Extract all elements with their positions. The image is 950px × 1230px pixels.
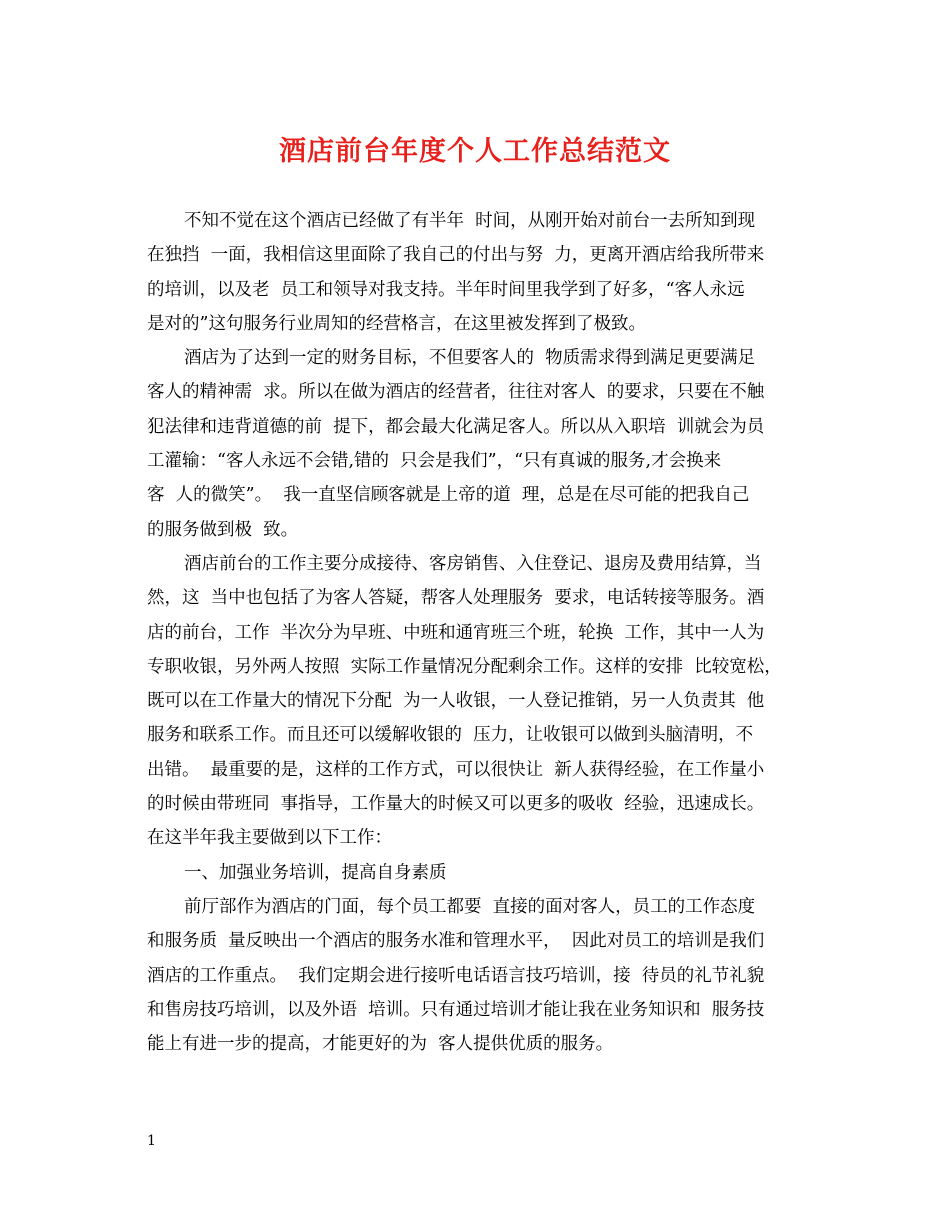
text-line: 犯法律和违背道德的前 提下，都会最大化满足客人。所以从入职培 训就会为员 xyxy=(147,416,765,437)
text-line: 酒店的工作重点。 我们定期会进行接听电话语言技巧培训，接 待员的礼节礼貌 xyxy=(147,965,765,986)
text-line: 能上有进一步的提高，才能更好的为 客人提供优质的服务。 xyxy=(147,1034,614,1055)
document-body xyxy=(147,204,807,1061)
text-line: 的时候由带班同 事指导，工作量大的时候又可以更多的吸收 经验，迅速成长。 xyxy=(147,794,765,815)
page-number: 1 xyxy=(147,1133,156,1149)
text-line: 店的前台，工作 半次分为早班、中班和通宵班三个班，轮换 工作，其中一人为 xyxy=(147,622,765,643)
text-line: 和服务质 量反映出一个酒店的服务水准和管理水平， 因此对员工的培训是我们 xyxy=(147,931,765,952)
text-line: 服务和联系工作。而且还可以缓解收银的 压力，让收银可以做到头脑清明，不 xyxy=(147,725,754,746)
text-line: 的服务做到极 致。 xyxy=(147,519,299,540)
text-line: 客人的精神需 求。所以在做为酒店的经营者，往往对客人 的要求，只要在不触 xyxy=(147,382,765,403)
text-line: 然，这 当中也包括了为客人答疑，帮客人处理服务 要求，电话转接等服务。酒 xyxy=(147,588,765,609)
text-line: 工灌输：“客人永远不会错,错的 只会是我们”，“只有真诚的服务,才会换来 xyxy=(147,451,722,472)
document-title: 酒店前台年度个人工作总结范文 xyxy=(279,136,671,167)
text-line: 酒店前台的工作主要分成接待、客房销售、入住登记、退房及费用结算，当 xyxy=(184,553,762,574)
text-line: 不知不觉在这个酒店已经做了有半年 时间，从刚开始对前台一去所知到现 xyxy=(184,211,756,231)
section-heading: 一、加强业务培训，提高自身素质 xyxy=(184,862,447,883)
text-line: 的培训，以及老 员工和领导对我支持。半年时间里我学到了好多，“客人永远 xyxy=(147,279,745,300)
text-line: 前厅部作为酒店的门面，每个员工都要 直接的面对客人，员工的工作态度 xyxy=(184,896,756,917)
text-line: 在独挡 一面，我相信这里面除了我自己的付出与努 力，更离开酒店给我所带来 xyxy=(147,245,765,266)
text-line: 在这半年我主要做到以下工作： xyxy=(147,828,392,849)
text-line: 专职收银，另外两人按照 实际工作量情况分配剩余工作。这样的安排 比较宽松， xyxy=(147,656,782,677)
text-line: 客 人的微笑”。 我一直坚信顾客就是上帝的道 理，总是在尽可能的把我自己 xyxy=(147,485,750,506)
text-line: 出错。 最重要的是，这样的工作方式，可以很快让 新人获得经验，在工作量小 xyxy=(147,759,765,780)
text-line: 是对的”这句服务行业周知的经营格言，在这里被发挥到了极致。 xyxy=(147,313,646,334)
text-line: 和售房技巧培训，以及外语 培训。只有通过培训才能让我在业务知识和 服务技 xyxy=(147,999,765,1020)
text-line: 既可以在工作量大的情况下分配 为一人收银，一人登记推销，另一人负责其 他 xyxy=(147,691,765,712)
text-line: 酒店为了达到一定的财务目标，不但要客人的 物质需求得到满足更要满足 xyxy=(184,348,756,369)
